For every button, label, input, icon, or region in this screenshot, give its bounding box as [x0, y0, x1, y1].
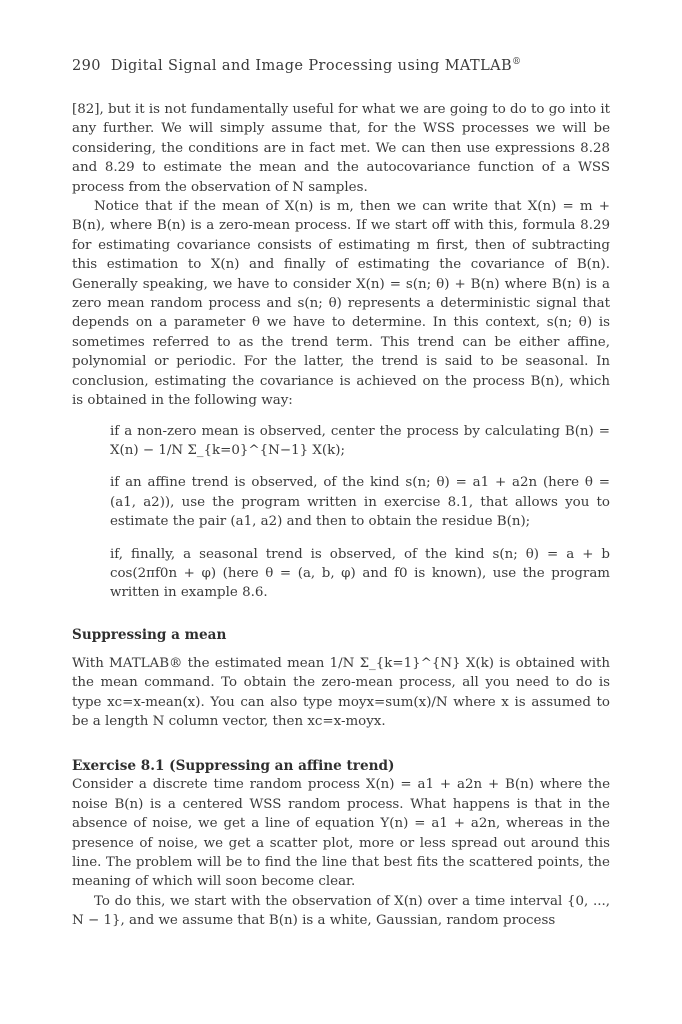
paragraph-intro: [82], but it is not fundamentally useful for what we are going to do to go into it any further. We will simply assume that, for the WSS processes we will be considering, the conditions are in fact met. We can then use expressions 8.28 and 8.29 to estimate the mean and the autocovariance function of a WSS process from the observation of N samples.: [72, 102, 610, 195]
paragraph-observation: To do this, we start with the observation of X(n) over a time interval {0, ..., N − 1}, and we assume that B(n) is a white, Gaussian, random process: [72, 893, 610, 929]
section-heading: Suppressing a mean: [72, 626, 227, 643]
list-item-seasonal-trend: if, finally, a seasonal trend is observed, of the kind s(n; θ) = a + b cos(2πf0n + φ) (here θ = (a, b, φ) and f0 is known), use the program written in example 8.6.: [110, 546, 610, 601]
running-header: [72, 58, 610, 74]
book-title: Digital Signal and Image Processing using MATLAB: [110, 58, 513, 74]
list-item-nonzero-mean: if a non-zero mean is observed, center the process by calculating B(n) = X(n) − 1/N Σ_{k=0}^{N−1} X(k);: [110, 423, 610, 458]
paragraph-matlab-mean: With MATLAB® the estimated mean 1/N Σ_{k=1}^{N} X(k) is obtained with the mean command. To obtain the zero-mean process, all you need to do is type xc=x-mean(x). You can also type moyx=sum(x)/N where x is assumed to be a length N column vector, then xc=x-moyx.: [72, 655, 610, 729]
exercise-heading: Exercise 8.1 (Suppressing an affine trend): [72, 758, 395, 775]
paragraph-trend: Notice that if the mean of X(n) is m, then we can write that X(n) = m + B(n), where B(n) is a zero-mean process. If we start off with this, formula 8.29 for estimating covariance consists of estimating m first, then of subtracting this estimation to X(n) and finally of estimating the covariance of B(n). Generally speaking, we have to consider X(n) = s(n; θ) + B(n) where B(n) is a zero mean random process and s(n; θ) represents a deterministic signal that depends on a parameter θ we have to determine. In this context, s(n; θ) is sometimes referred to as the trend term. This trend can be either affine, polynomial or periodic. For the latter, the trend is said to be seasonal. In conclusion, estimating the covariance is achieved on the process B(n), which is obtained in the following way:: [72, 199, 610, 409]
book-page: [72, 58, 610, 931]
registered-mark: ®: [512, 57, 522, 68]
list-item-affine-trend: if an affine trend is observed, of the kind s(n; θ) = a1 + a2n (here θ = (a1, a2)), use the program written in exercise 8.1, that allows you to estimate the pair (a1, a2) and then to obtain the residue B(n);: [110, 475, 610, 530]
page-number: 290: [72, 58, 101, 74]
paragraph-exercise: Consider a discrete time random process X(n) = a1 + a2n + B(n) where the noise B(n) is a centered WSS random process. What happens is that in the absence of noise, we get a line of equation Y(n) = a1 + a2n, whereas in the presence of noise, we get a scatter plot, more or less spread out around this line. The problem will be to find the line that best fits the scattered points, the meaning of which will soon become clear.: [72, 777, 610, 890]
